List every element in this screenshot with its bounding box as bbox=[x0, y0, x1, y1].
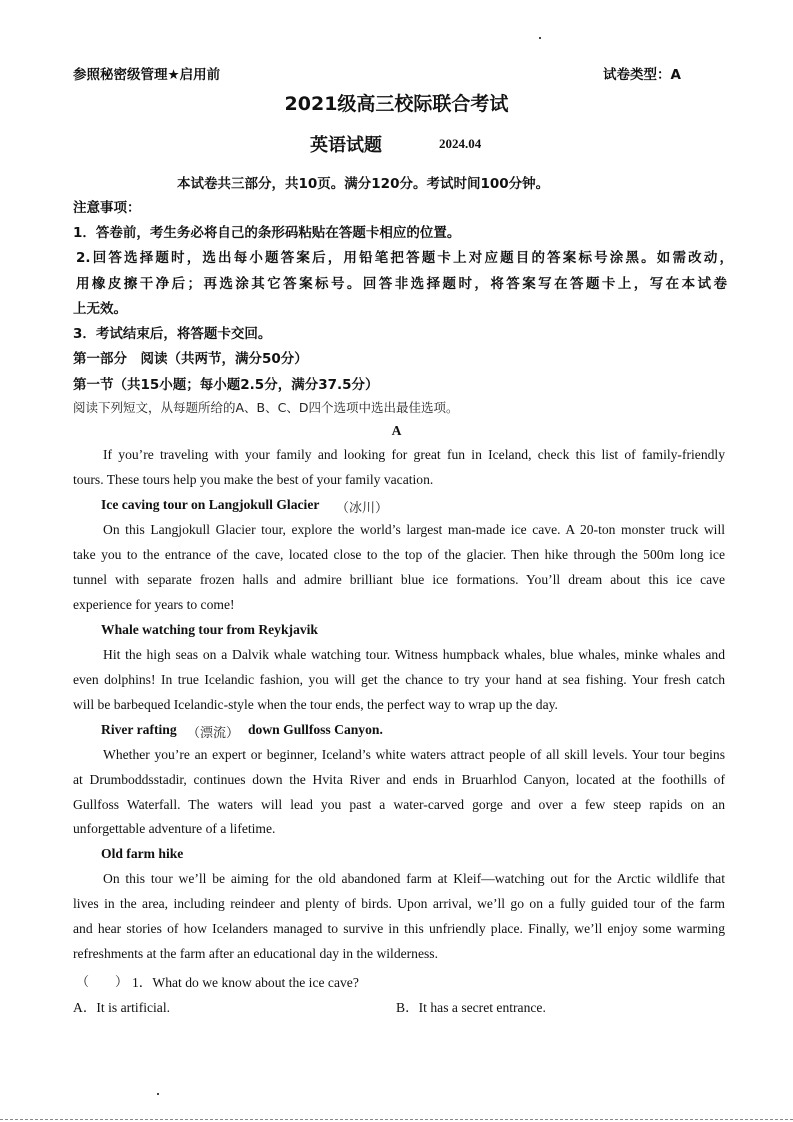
passage-label: A bbox=[391, 423, 402, 438]
passage-line: will be barbequed Icelandic-style when the tour ends, the perfect way to wrap up the day. bbox=[73, 697, 558, 712]
section-title: Whale watching tour from Reykjavik bbox=[101, 622, 318, 637]
passage-line: at Drumboddsstadir, continues down the Hvita River and ends in Bruarhlod Canyon, located at the foothills of bbox=[73, 772, 725, 787]
section-title: Old farm hike bbox=[101, 846, 184, 861]
part-heading: 第一部分 阅读（共两节，满分50分） bbox=[73, 351, 308, 367]
note-item: 3．考试结束后，将答题卡交回。 bbox=[73, 326, 272, 342]
intro-text: 本试卷共三部分，共10页。满分120分。考试时间100分钟。 bbox=[177, 176, 550, 192]
notes-heading: 注意事项： bbox=[73, 200, 141, 216]
page-bottom-rule bbox=[0, 1119, 793, 1120]
passage-line: experience for years to come! bbox=[73, 597, 235, 612]
passage-line: take you to the entrance of the cave, located close to the top of the glacier. Then hike through the 500m long ice bbox=[73, 547, 725, 562]
scan-dot bbox=[539, 37, 541, 39]
passage-line: tunnel with separate frozen halls and admire brilliant blue ice formations. You’ll dream about this ice cave bbox=[73, 572, 725, 587]
passage-line: refreshments at the farm after an educational day in the wilderness. bbox=[73, 946, 438, 961]
paper-type-label: 试卷类型：A bbox=[603, 67, 681, 83]
passage-line: Hit the high seas on a Dalvik whale watching tour. Witness humpback whales, blue whales, minke whales and bbox=[103, 647, 725, 662]
option-b: B．It has a secret entrance. bbox=[396, 1000, 546, 1015]
section-title: down Gullfoss Canyon. bbox=[248, 722, 383, 737]
passage-line: If you’re traveling with your family and looking for great fun in Iceland, check this list of family-friendly bbox=[103, 447, 725, 462]
section-title: River rafting bbox=[101, 722, 177, 737]
passage-line: Whether you’re an expert or beginner, Iceland’s white waters attract people of all skill levels. Your tour begins bbox=[103, 747, 725, 762]
exam-date: 2024.04 bbox=[439, 136, 482, 151]
reading-instruction: 阅读下列短文，从每题所给的A、B、C、D四个选项中选出最佳选项。 bbox=[73, 400, 459, 415]
question-stem: 1．What do we know about the ice cave? bbox=[132, 975, 359, 990]
passage-line: unforgettable adventure of a lifetime. bbox=[73, 821, 276, 836]
option-a: A．It is artificial. bbox=[73, 1000, 171, 1015]
exam-title: 2021级高三校际联合考试 bbox=[284, 93, 509, 115]
scan-dot bbox=[157, 1093, 159, 1095]
passage-line: On this Langjokull Glacier tour, explore the world’s largest man-made ice cave. A 20-ton monster truck will bbox=[103, 522, 725, 537]
passage-line: and hear stories of how Icelanders managed to survive in this unfriendly place. Finally, we’ll enjoy some warming bbox=[73, 921, 725, 936]
subject-title: 英语试题 bbox=[310, 135, 382, 156]
note-item: 用橡皮擦干净后；再选涂其它答案标号。回答非选择题时，将答案写在答题卡上，写在本试卷 bbox=[76, 276, 727, 292]
passage-line: lives in the area, including reindeer and plenty of birds. Upon arrival, we’ll go on a fully guided tour of the farm bbox=[73, 896, 725, 911]
confidential-label: 参照秘密级管理★启用前 bbox=[73, 67, 221, 83]
note-item: 上无效。 bbox=[73, 301, 127, 317]
section-note: （冰川） bbox=[336, 501, 389, 516]
note-item: 2.回答选择题时，选出每小题答案后，用铅笔把答题卡上对应题目的答案标号涂黑。如需改动， bbox=[76, 250, 733, 266]
answer-bracket: （ ） bbox=[76, 975, 129, 990]
passage-line: even dolphins! In true Icelandic fashion, you will get the chance to try your hand at sea fishing. Your fresh catch bbox=[73, 672, 725, 687]
section-note: （漂流） bbox=[187, 726, 240, 741]
passage-line: Gullfoss Waterfall. The waters will lead you past a water-carved gorge and over a few steep rapids on an bbox=[73, 797, 725, 812]
section-title: Ice caving tour on Langjokull Glacier bbox=[101, 497, 320, 512]
note-item: 1．答卷前，考生务必将自己的条形码粘贴在答题卡相应的位置。 bbox=[73, 225, 461, 241]
section-heading: 第一节（共15小题；每小题2.5分，满分37.5分） bbox=[73, 377, 379, 393]
passage-line: On this tour we’ll be aiming for the old abandoned farm at Kleif—watching out for the Arctic wildlife that bbox=[103, 871, 725, 886]
passage-line: tours. These tours help you make the best of your family vacation. bbox=[73, 472, 434, 487]
